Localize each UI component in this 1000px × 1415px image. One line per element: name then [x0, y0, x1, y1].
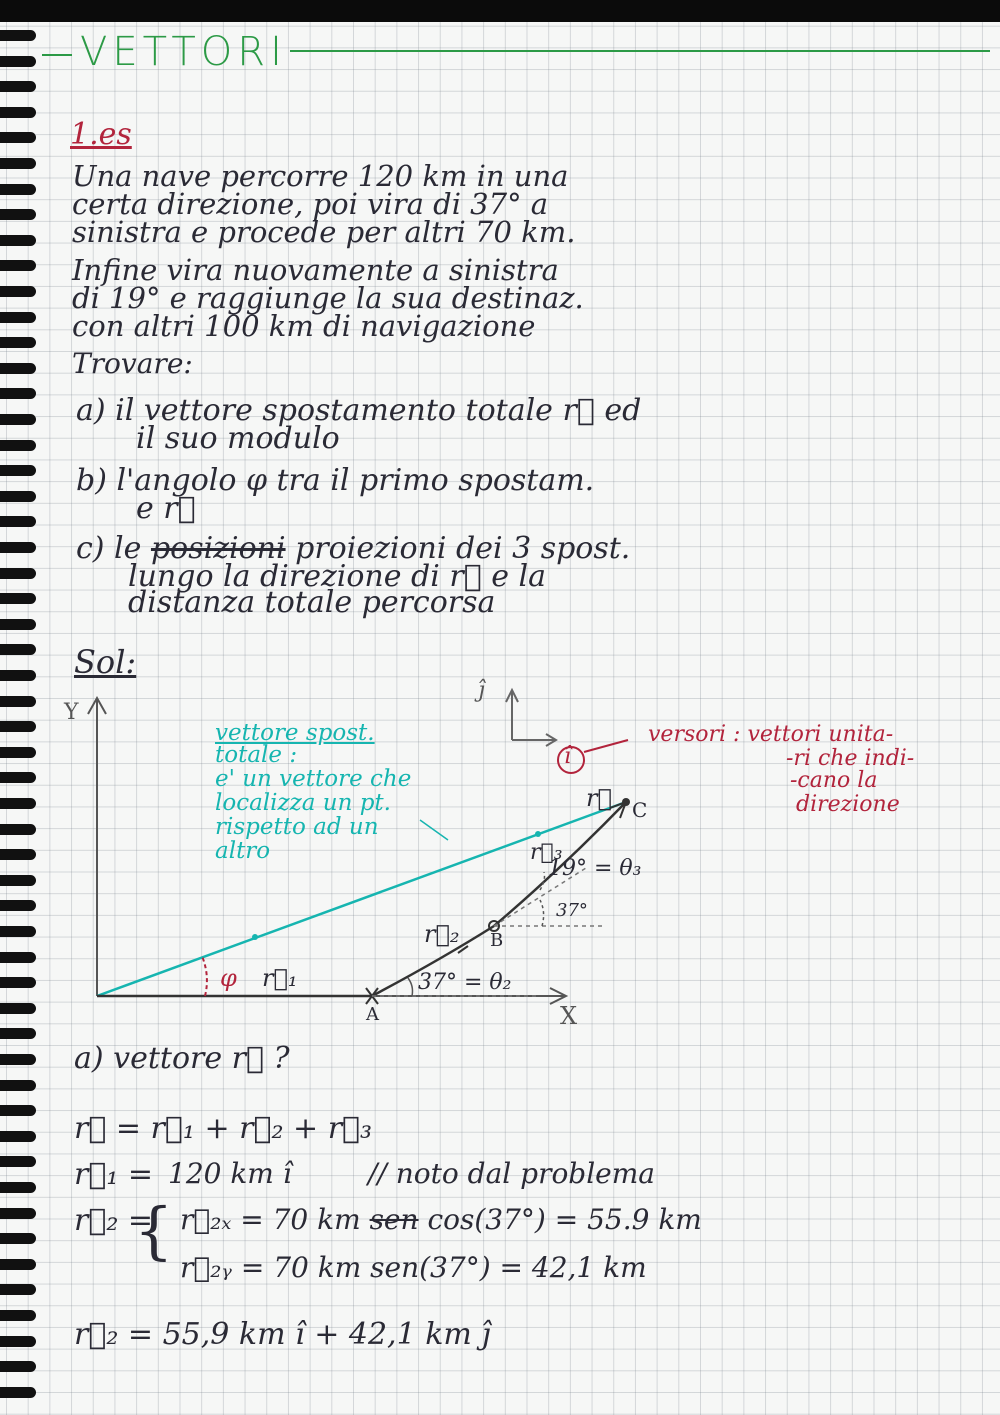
red-note-line-1: versori : vettori unita-: [648, 722, 894, 747]
question-b-line-2: e r⃗: [136, 491, 196, 526]
r2x-equation-end: cos(37°) = 55.9 km: [418, 1203, 702, 1236]
question-c-line-3: distanza totale percorsa: [128, 585, 496, 620]
r2-brace: {: [134, 1194, 174, 1267]
phi-label: φ: [220, 964, 237, 992]
r2y-equation: r⃗₂ᵧ = 70 km sen(37°) = 42,1 km: [180, 1251, 647, 1284]
r1-equation-comment: // noto dal problema: [368, 1157, 655, 1190]
theta3-label: 19° = θ₃: [548, 856, 642, 881]
question-b-line-1: b) l'angolo φ tra il primo spostam.: [76, 463, 595, 498]
y-axis-label: Y: [64, 700, 79, 725]
find-prompt: Trovare:: [72, 347, 193, 380]
page-title: VETTORI: [80, 29, 287, 75]
unit-i-label: î: [564, 744, 572, 769]
problem-line-4: Infine vira nuovamente a sinistra: [72, 253, 559, 287]
x-axis-label: X: [560, 1002, 578, 1030]
teal-note-arrow: [420, 820, 448, 840]
teal-note-line-4: localizza un pt.: [215, 790, 391, 816]
problem-line-6: con altri 100 km di navigazione: [72, 309, 536, 343]
angle37-arc: [540, 900, 544, 926]
question-c-struck-word: posizioni: [150, 531, 286, 566]
red-note-line-2: -ri che indi-: [786, 746, 915, 771]
vec-r-label: r⃗: [586, 784, 612, 812]
point-c-marker: [622, 798, 630, 806]
unit-j-label: ĵ: [478, 678, 485, 703]
phi-arc: [202, 956, 207, 996]
problem-line-3: sinistra e procede per altri 70 km.: [72, 215, 576, 249]
problem-line-1: Una nave percorre 120 km in una: [72, 159, 569, 193]
r2-vector-equation: r⃗₂ = 55,9 km î + 42,1 km ĵ: [74, 1317, 491, 1352]
r2x-equation-start: r⃗₂ₓ = 70 km: [180, 1203, 370, 1236]
teal-note-line-1: vettore spost.: [215, 720, 375, 746]
problem-line-2: certa direzione, poi vira di 37° a: [72, 187, 549, 221]
angle37-label: 37°: [556, 900, 588, 921]
question-c-rest: proiezioni dei 3 spost.: [285, 531, 631, 566]
vector-sum-equation: r⃗ = r⃗₁ + r⃗₂ + r⃗₃: [74, 1111, 373, 1146]
vec-r3-label: r⃗₃: [530, 840, 563, 865]
solution-label: Sol:: [74, 643, 137, 681]
vec-r1-label: r⃗₁: [262, 964, 298, 992]
red-note-line-3: -cano la: [790, 768, 878, 793]
point-a-label: A: [366, 1004, 379, 1025]
unit-pointer-line: [584, 740, 628, 752]
r2-equation-label: r⃗₂ =: [74, 1203, 154, 1238]
question-c-prefix: c) le: [76, 531, 142, 566]
teal-note-line-6: altro: [215, 838, 271, 864]
r1-equation-value: 120 km î: [168, 1157, 292, 1190]
point-b-label: B: [490, 930, 504, 951]
problem-line-5: di 19° e raggiunge la sua destinaz.: [72, 281, 584, 315]
teal-mark-1: [252, 934, 258, 940]
r2x-struck-word: sen: [369, 1203, 419, 1236]
vec-r2-label: r⃗₂: [424, 920, 460, 948]
r2x-equation: [180, 1203, 702, 1236]
question-a-line-2: il suo modulo: [136, 421, 340, 456]
question-c-line-2: lungo la direzione di r⃗ e la: [128, 559, 547, 594]
point-c-label: C: [632, 798, 648, 822]
question-a-line-1: a) il vettore spostamento totale r⃗ ed: [76, 393, 642, 428]
theta2-arc: [408, 978, 413, 996]
teal-mark-2: [535, 831, 541, 837]
exercise-number: 1.es: [70, 117, 132, 152]
theta2-label: 37° = θ₂: [418, 970, 512, 995]
teal-note-line-5: rispetto ad un: [215, 814, 379, 840]
teal-note-line-2: totale :: [215, 742, 298, 768]
r1-equation-label: r⃗₁ =: [74, 1157, 154, 1192]
red-note-line-4: direzione: [796, 792, 900, 817]
part-a-title: a) vettore r⃗ ?: [74, 1041, 290, 1076]
teal-note-line-3: e' un vettore che: [215, 766, 412, 792]
